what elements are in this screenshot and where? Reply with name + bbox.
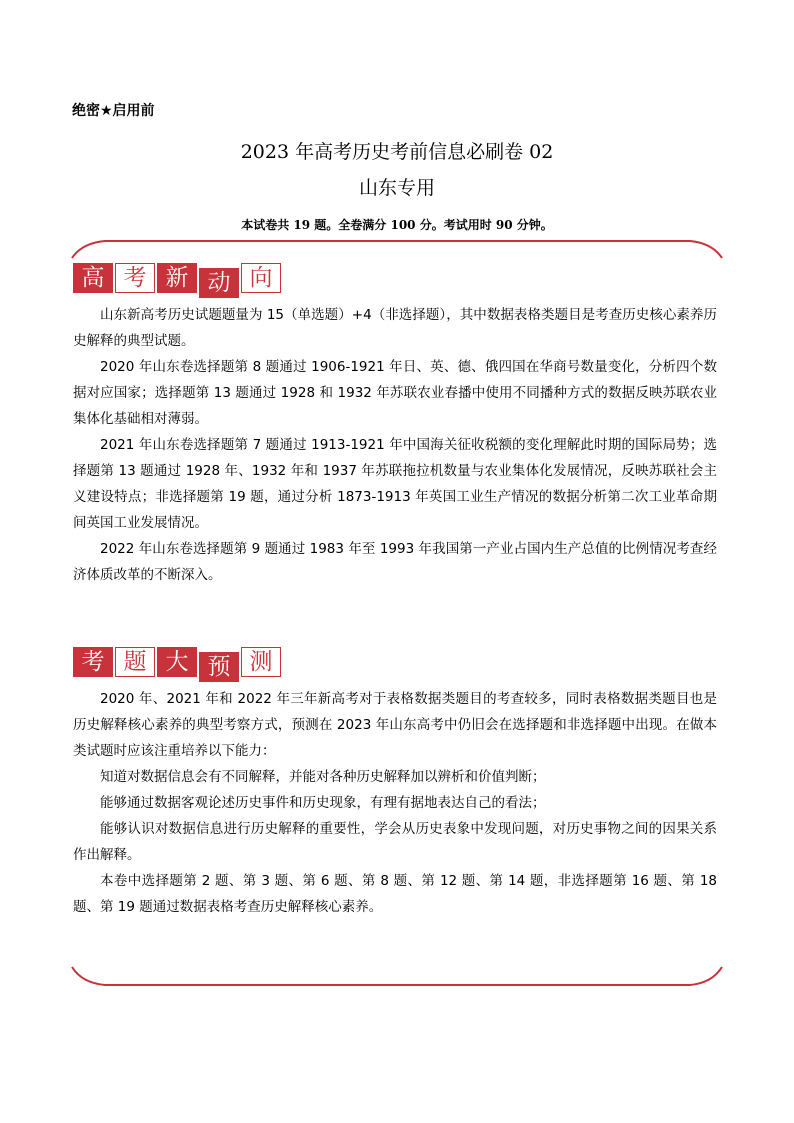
paragraph: 2020 年山东卷选择题第 8 题通过 1906-1921 年日、英、德、俄四国在华商号数量变化，分析四个数据对应国家；选择题第 13 题通过 1928 和 1932 年苏联农业春播中使用不同播种方式的数据反映苏联农业集体化基础相对薄弱。: [73, 359, 717, 427]
badge-char: 预: [199, 652, 239, 682]
badge-char: 考: [73, 647, 113, 677]
frame-bottom-curve: [72, 967, 722, 985]
section-badge-trends: [73, 263, 283, 297]
badge-char: 动: [199, 268, 239, 298]
page-subtitle: 山东专用: [358, 177, 435, 199]
badge-char: 考: [115, 263, 155, 293]
badge-char: 向: [241, 263, 281, 293]
secret-label: 绝密★启用前: [72, 103, 155, 119]
page-title: 2023 年高考历史考前信息必刷卷 02: [240, 141, 554, 163]
frame-top-curve: [72, 241, 722, 258]
badge-char: 新: [157, 263, 197, 293]
paragraph: 2021 年山东卷选择题第 7 题通过 1913-1921 年中国海关征收税额的变化理解此时期的国际局势；选择题第 13 题通过 1928 年、1932 年和 1937 年苏联拖拉机数量与农业集体化发展情况，反映苏联社会主义建设特点；非选择题第 19 题，通过分析 1873-1913 年英国工业生产情况的数据分析第二次工业革命期间英国工业发展情况。: [73, 437, 717, 531]
section-forecast-body: [73, 686, 717, 920]
paragraph: 能够认识对数据信息进行历史解释的重要性，学会从历史表象中发现问题，对历史事物之间的因果关系作出解释。: [73, 821, 717, 863]
badge-char: 题: [115, 647, 155, 677]
badge-char: 测: [241, 647, 281, 677]
badge-char: 高: [73, 263, 113, 293]
section-trends-body: [73, 302, 717, 588]
paragraph: 知道对数据信息会有不同解释，并能对各种历史解释加以辨析和价值判断；: [100, 769, 546, 785]
paragraph: 2022 年山东卷选择题第 9 题通过 1983 年至 1993 年我国第一产业占国内生产总值的比例情况考查经济体质改革的不断深入。: [73, 541, 717, 583]
paragraph: 山东新高考历史试题题量为 15（单选题）+4（非选择题），其中数据表格类题目是考查历史核心素养历史解释的典型试题。: [73, 307, 717, 349]
paragraph: 本卷中选择题第 2 题、第 3 题、第 6 题、第 8 题、第 12 题、第 14 题，非选择题第 16 题、第 18 题、第 19 题通过数据表格考查历史解释核心素养。: [73, 873, 717, 915]
exam-info: 本试卷共 19 题。全卷满分 100 分。考试用时 90 分钟。: [241, 218, 553, 232]
paragraph: 能够通过数据客观论述历史事件和历史现象，有理有据地表达自己的看法；: [100, 795, 546, 811]
section-badge-forecast: [73, 647, 283, 681]
paragraph: 2020 年、2021 年和 2022 年三年新高考对于表格数据类题目的考查较多，同时表格数据类题目也是历史解释核心素养的典型考察方式，预测在 2023 年山东高考中仍旧会在选择题和非选择题中出现。在做本类试题时应该注重培养以下能力：: [73, 691, 717, 759]
badge-char: 大: [157, 647, 197, 677]
